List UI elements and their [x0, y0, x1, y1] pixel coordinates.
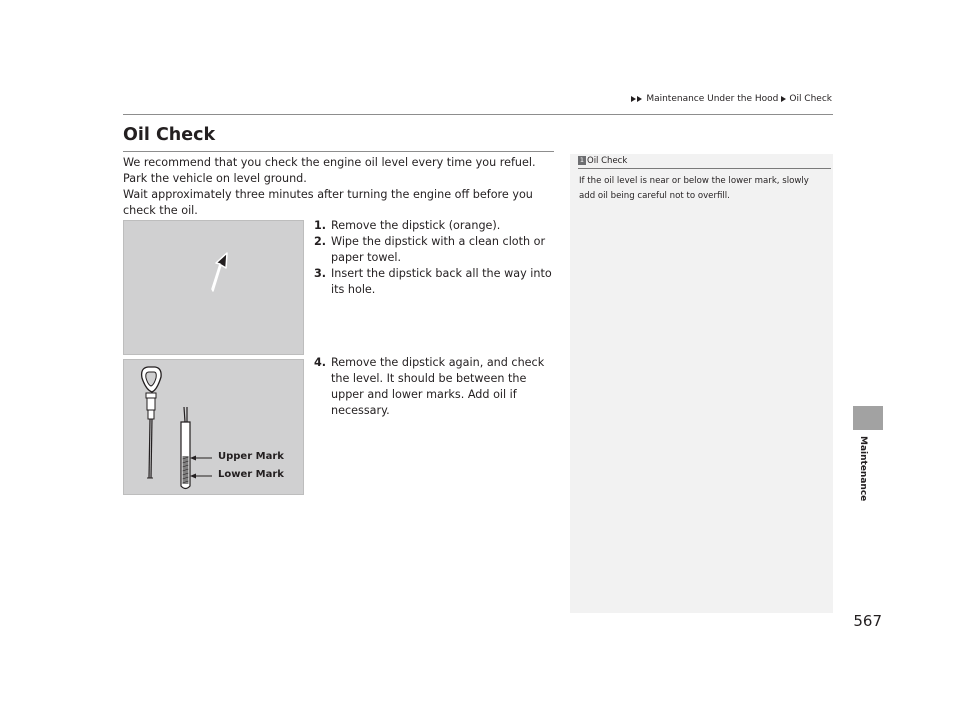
breadcrumb-arrow-icon	[631, 96, 636, 102]
breadcrumb-page: Oil Check	[789, 94, 832, 104]
step-item	[314, 234, 554, 266]
step-text: Insert the dipstick back all the way into its hole.	[331, 267, 552, 296]
upper-mark-label: Upper Mark	[218, 451, 284, 462]
intro-text	[123, 155, 563, 219]
step-text: Remove the dipstick (orange).	[331, 219, 501, 232]
dipstick-location-arrow-icon	[124, 221, 303, 354]
note-sidebar	[570, 154, 833, 613]
lower-mark-label: Lower Mark	[218, 469, 284, 480]
step-item	[314, 266, 554, 298]
intro-line: We recommend that you check the engine oil level every time you refuel.	[123, 156, 536, 169]
breadcrumb-section: Maintenance Under the Hood	[646, 94, 779, 104]
steps-list-b	[314, 355, 554, 419]
note-body: If the oil level is near or below the lower mark, slowly add oil being careful not to overfill.	[579, 176, 809, 201]
breadcrumb-arrow-icon	[637, 96, 642, 102]
engine-bay-image	[123, 220, 304, 355]
breadcrumb-arrow-icon	[781, 96, 786, 102]
step-item	[314, 218, 554, 234]
step-text: Wipe the dipstick with a clean cloth or paper towel.	[331, 235, 546, 264]
chapter-tab-marker	[853, 406, 883, 430]
page-number: 567	[853, 612, 882, 630]
step-number: 2.	[314, 235, 327, 248]
intro-line: Wait approximately three minutes after turning the engine off before you check the oil.	[123, 188, 533, 217]
step-number: 1.	[314, 219, 327, 232]
note-heading	[578, 156, 831, 169]
intro-line: Park the vehicle on level ground.	[123, 172, 307, 185]
dipstick-image	[123, 359, 304, 495]
step-item	[314, 355, 554, 419]
step-text: Remove the dipstick again, and check the level. It should be between the upper and lower marks. Add oil if necessary.	[331, 356, 545, 417]
page-title: Oil Check	[123, 125, 216, 145]
chapter-tab-label: Maintenance	[858, 436, 868, 502]
note-heading-text: Oil Check	[587, 156, 628, 166]
header-rule	[123, 114, 833, 115]
title-rule	[123, 151, 554, 152]
breadcrumb	[631, 94, 832, 104]
note-badge: 1	[579, 156, 585, 164]
step-number: 4.	[314, 356, 327, 369]
steps-list-a	[314, 218, 554, 298]
step-number: 3.	[314, 267, 327, 280]
